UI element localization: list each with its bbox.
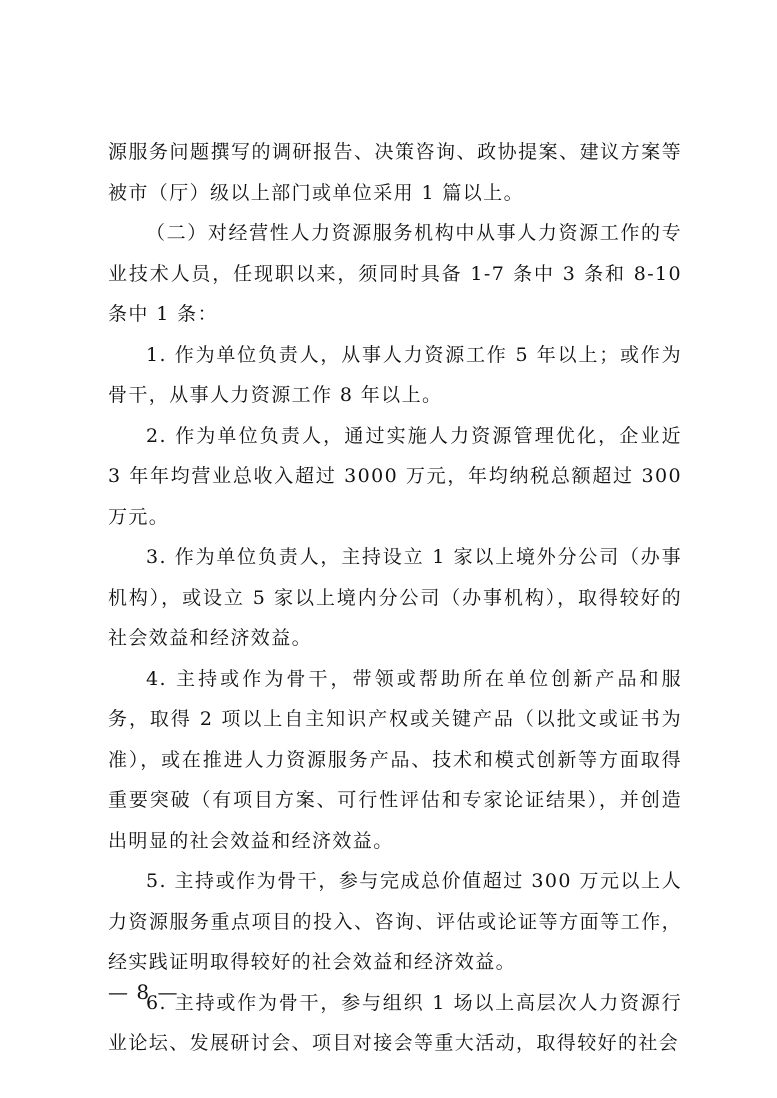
paragraph-item-3: 3. 作为单位负责人，主持设立 1 家以上境外分公司（办事机构），或设立 5 家以上境内分公司（办事机构），取得较好的社会效益和经济效益。 [108, 546, 682, 649]
paragraph-item-5: 5. 主持或作为骨干，参与完成总价值超过 300 万元以上人力资源服务重点项目的投入、咨询、评估或论证等方面等工作，经实践证明取得较好的社会效益和经济效益。 [108, 870, 682, 973]
paragraph-item-2: 2. 作为单位负责人，通过实施人力资源管理优化，企业近 3 年年均营业总收入超过 3000 万元，年均纳税总额超过 300 万元。 [108, 424, 683, 528]
document-body [108, 132, 682, 1064]
page-number: — 8 — [108, 980, 179, 1004]
paragraph-item-4: 4. 主持或作为骨干，带领或帮助所在单位创新产品和服务，取得 2 项以上自主知识产权或关键产品（以批文或证书为准），或在推进人力资源服务产品、技术和模式创新等方面取得重要突破（有项目方案、可行性评估和专家论证结果），并创造出明显的社会效益和经济效益。 [108, 667, 682, 852]
paragraph-section-two: （二）对经营性人力资源服务机构中从事人力资源工作的专业技术人员，任现职以来，须同时具备 1-7 条中 3 条和 8-10 条中 1 条： [108, 222, 682, 325]
paragraph-item-1: 1. 作为单位负责人，从事人力资源工作 5 年以上；或作为骨干，从事人力资源工作 8 年以上。 [108, 343, 682, 406]
paragraph-continuation: 源服务问题撰写的调研报告、决策咨询、政协提案、建议方案等被市（厅）级以上部门或单位采用 1 篇以上。 [108, 141, 682, 204]
paragraph-item-6: 6. 主持或作为骨干，参与组织 1 场以上高层次人力资源行业论坛、发展研讨会、项目对接会等重大活动，取得较好的社会 [108, 991, 682, 1054]
